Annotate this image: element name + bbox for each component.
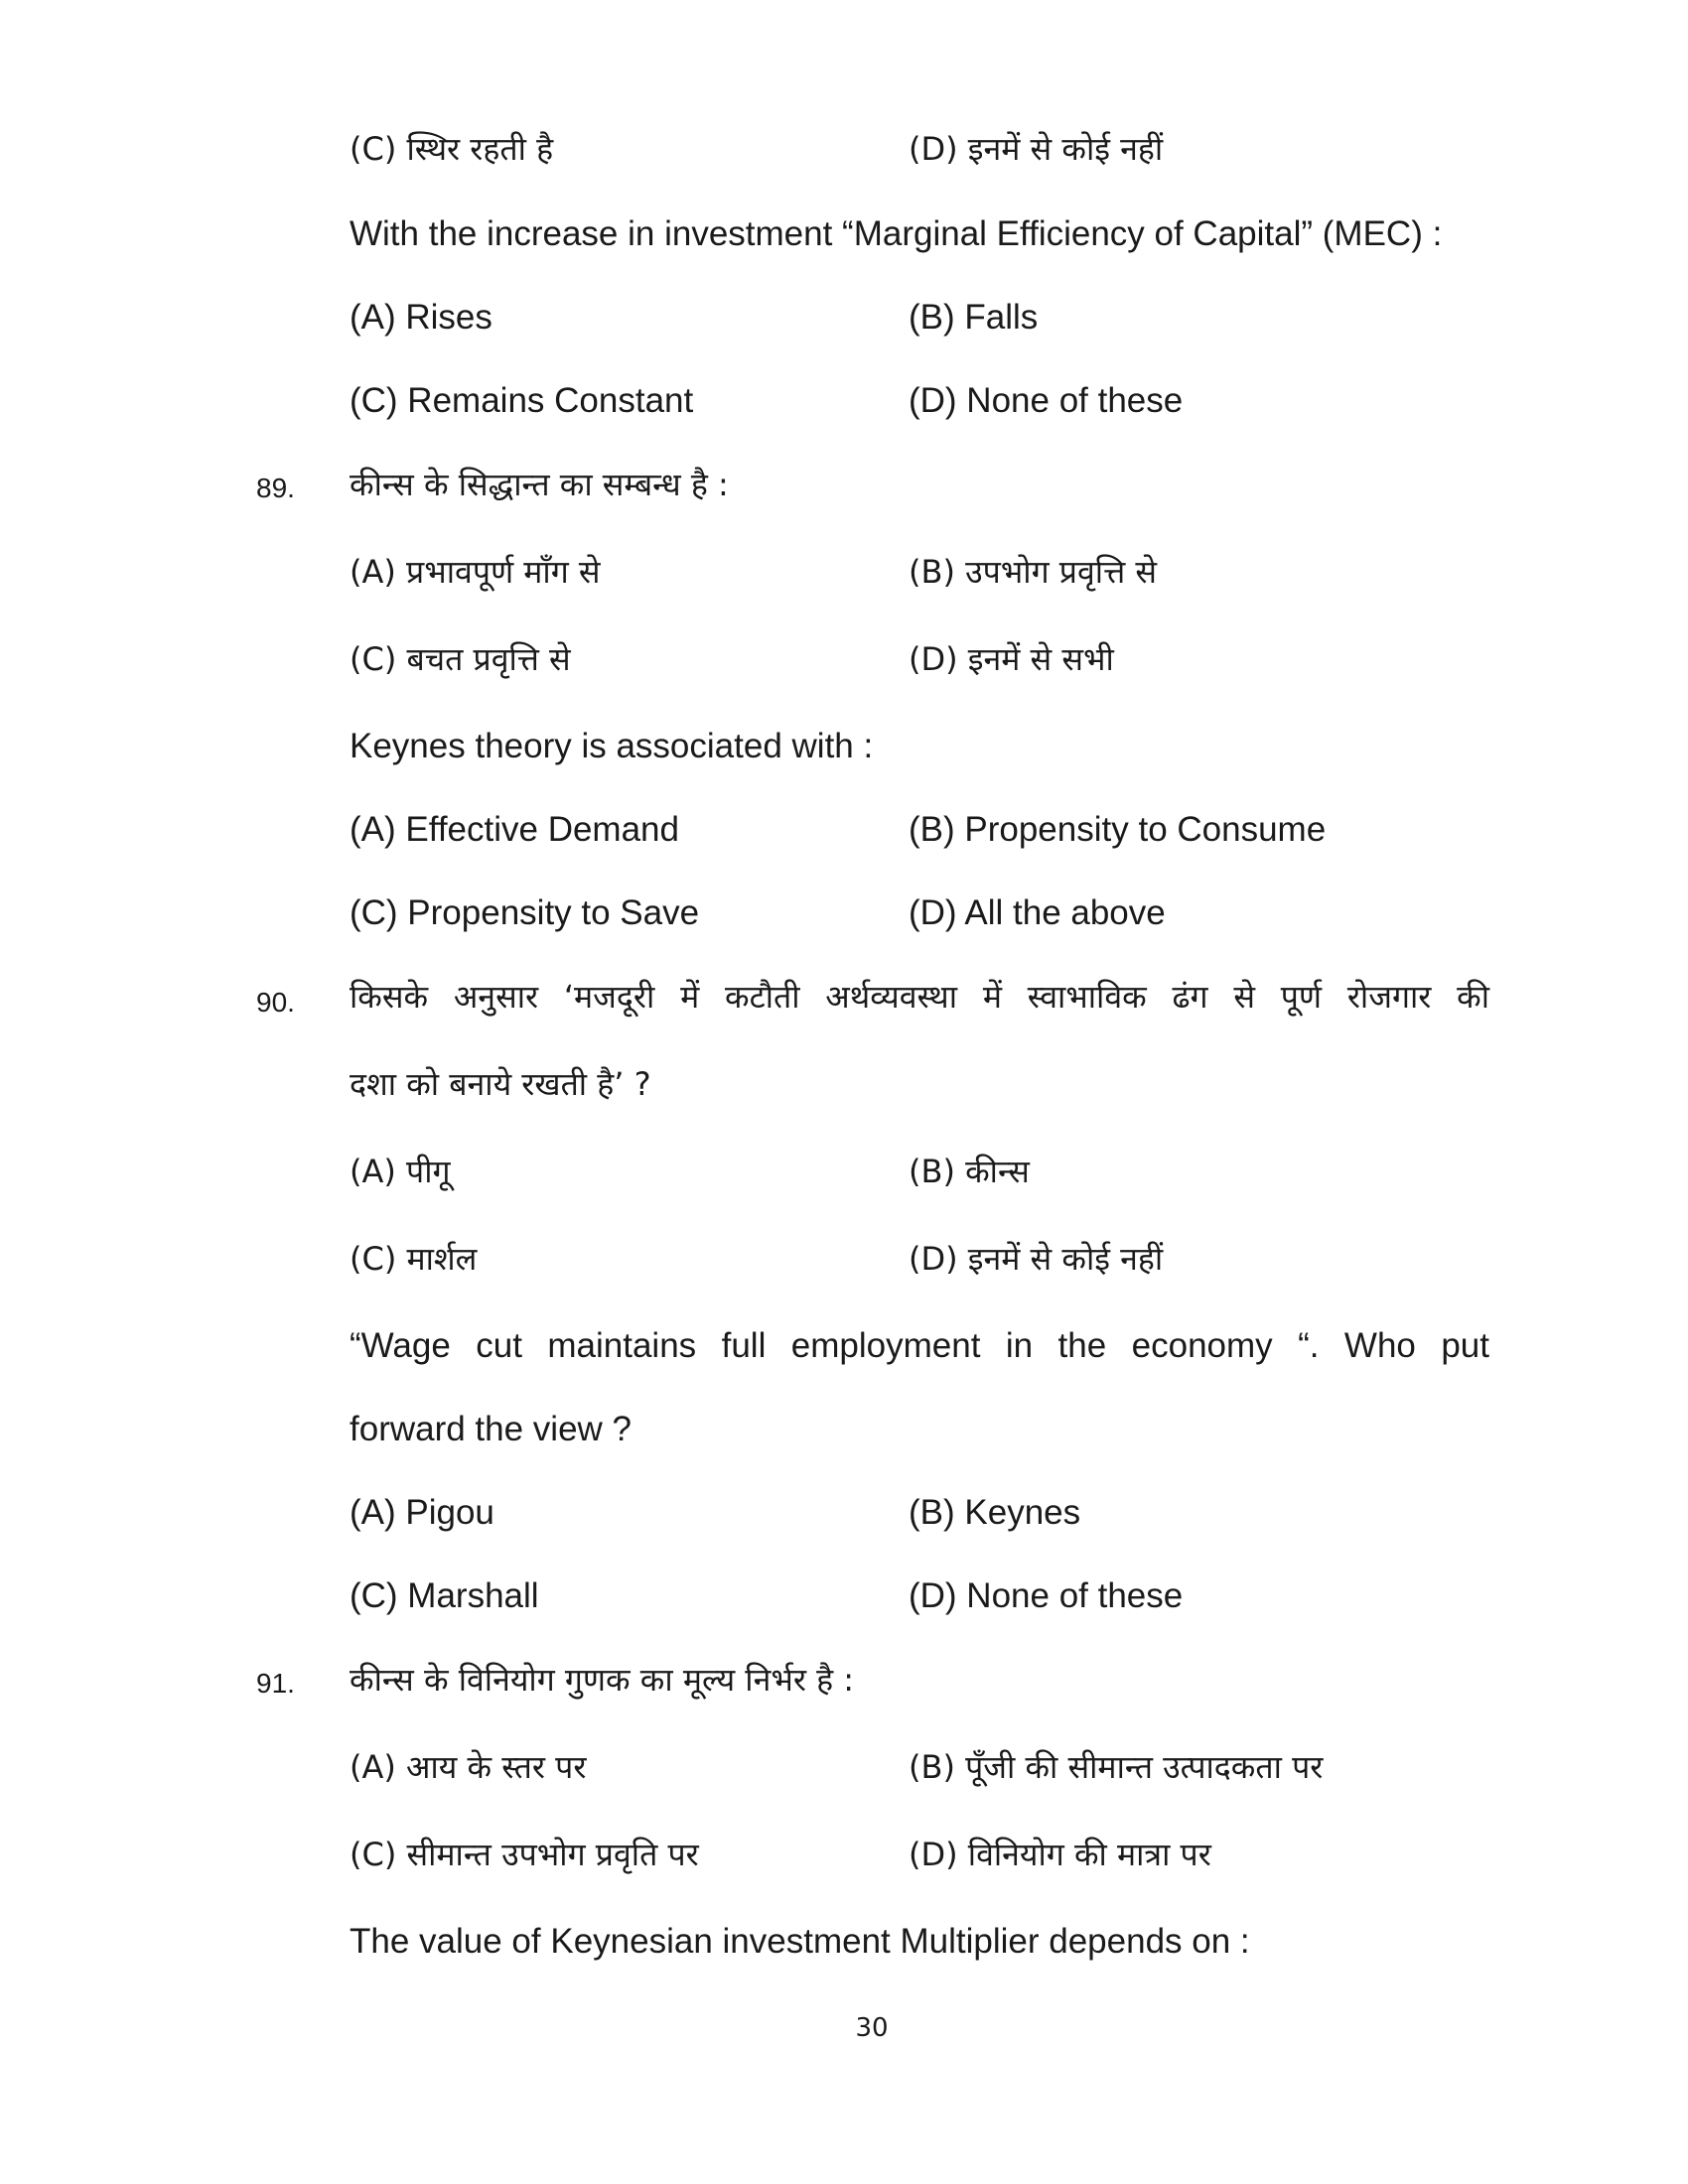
q90-hi-stem-line-2: दशा को बनाये रखती है’ ? [350, 1065, 651, 1103]
q89-en-stem: Keynes theory is associated with : [350, 727, 874, 765]
q89-en-option-c: (C) Propensity to Save [350, 893, 700, 932]
q90-en-option-a: (A) Pigou [350, 1493, 494, 1532]
q89-hi-option-a: (A) प्रभावपूर्ण माँग से [350, 553, 601, 591]
q90-en-option-c: (C) Marshall [350, 1576, 539, 1615]
q89-en-option-b: (B) Propensity to Consume [909, 810, 1327, 849]
q90-hi-stem-line-1: किसके अनुसार ‘मजदूरी में कटौती अर्थव्यवस्था में स्वाभाविक ढंग से पूर्ण रोजगार की [350, 978, 1489, 1016]
q90-en-stem-line-2: forward the view ? [350, 1410, 633, 1448]
q89-hi-option-d: (D) इनमें से सभी [909, 640, 1114, 678]
q91-hi-stem: कीन्स के विनियोग गुणक का मूल्य निर्भर है : [350, 1661, 855, 1699]
q89-hi-stem: कीन्स के सिद्धान्त का सम्बन्ध है : [350, 466, 729, 503]
q88-hi-option-d: (D) इनमें से कोई नहीं [909, 130, 1164, 168]
q90-hi-option-b: (B) कीन्स [909, 1153, 1030, 1190]
q91-hi-option-d: (D) विनियोग की मात्रा पर [909, 1836, 1211, 1873]
q88-en-option-a: (A) Rises [350, 298, 492, 337]
q90-number: 90. [256, 987, 295, 1018]
q88-en-option-d: (D) None of these [909, 381, 1184, 420]
q88-hi-option-c: (C) स्थिर रहती है [350, 130, 554, 168]
q88-en-option-c: (C) Remains Constant [350, 381, 694, 420]
q91-hi-option-c: (C) सीमान्त उपभोग प्रवृति पर [350, 1836, 699, 1873]
q90-en-stem-line-1: “Wage cut maintains full employment in the economy “. Who put [350, 1326, 1489, 1365]
q90-hi-option-c: (C) मार्शल [350, 1240, 478, 1278]
q90-hi-option-d: (D) इनमें से कोई नहीं [909, 1240, 1164, 1278]
q90-hi-option-a: (A) पीगू [350, 1153, 451, 1190]
q91-hi-option-a: (A) आय के स्तर पर [350, 1748, 587, 1786]
q89-number: 89. [256, 473, 295, 503]
page-number: 30 [855, 2013, 889, 2043]
q90-en-option-d: (D) None of these [909, 1576, 1184, 1615]
q89-en-option-d: (D) All the above [909, 893, 1166, 932]
q91-en-stem: The value of Keynesian investment Multiplier depends on : [350, 1922, 1250, 1961]
q89-hi-option-b: (B) उपभोग प्रवृत्ति से [909, 553, 1157, 591]
q90-en-option-b: (B) Keynes [909, 1493, 1081, 1532]
q91-hi-option-b: (B) पूँजी की सीमान्त उत्पादकता पर [909, 1748, 1324, 1786]
q89-hi-option-c: (C) बचत प्रवृत्ति से [350, 640, 571, 678]
q88-en-stem: With the increase in investment “Marginal Efficiency of Capital” (MEC) : [350, 214, 1443, 253]
q91-number: 91. [256, 1668, 295, 1699]
q88-en-option-b: (B) Falls [909, 298, 1039, 337]
q89-en-option-a: (A) Effective Demand [350, 810, 679, 849]
